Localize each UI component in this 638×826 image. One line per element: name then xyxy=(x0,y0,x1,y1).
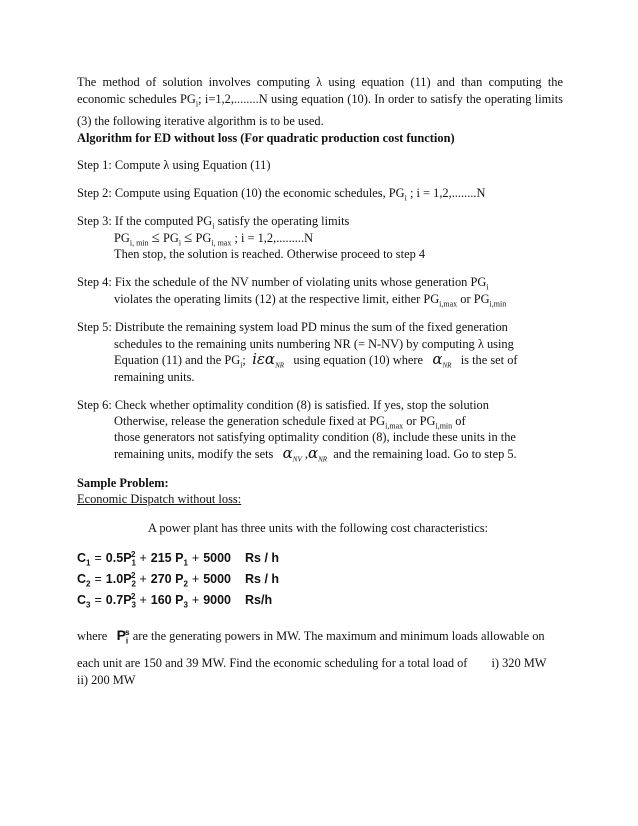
step-1: Step 1: Compute λ using Equation (11) xyxy=(77,158,271,172)
cost-equation-3: $C_3 = 0.7P_3^2 + 160$ $P_3 + 9000$ Rs/h xyxy=(77,592,273,610)
step-2: Step 2: Compute using Equation (10) the economic schedules, $PG_i$ ; i = 1,2,........N xyxy=(77,186,486,203)
algorithm-heading: Algorithm for ED without loss (For quadratic production cost function) xyxy=(77,131,455,145)
cost-equation-2: $C_2 = 1.0P_2^2 + 270$ $P_2 + 5000$ Rs / h xyxy=(77,571,280,589)
cost-equation-1: $C_1 = 0.5P_1^2 + 215$ $P_1 + 5000$ Rs / h xyxy=(77,550,280,568)
step-4-line-2: violates the operating limits (12) at the respective limit, either $PG_{i,max}$ or $PG_{i,min}$ xyxy=(114,292,507,309)
step-5-line-3: Equation (11) and the $PG_i$; iεα$_{NR}$ using equation (10) where $\alpha_{NR}$ is the set of xyxy=(114,350,518,370)
step-5-line-1: Step 5: Distribute the remaining system load PD minus the sum of the fixed generation xyxy=(77,320,508,334)
step-6-line-4: remaining units, modify the sets $\alpha_{NV}$ $,\alpha_{NR}$ and the remaining load. Go to step 5. xyxy=(114,444,517,464)
sample-problem-heading: Sample Problem: xyxy=(77,476,169,490)
step-6-line-2: Otherwise, release the generation schedule fixed at $PG_{i,max}$ or $PG_{i,min}$ of xyxy=(114,414,466,431)
step-5-line-4: remaining units. xyxy=(114,370,195,384)
plant-description: A power plant has three units with the following cost characteristics: xyxy=(148,521,488,535)
step-6-line-3: those generators not satisfying optimality condition (8), include these units in the xyxy=(114,430,516,444)
step-4-line-1: Step 4: Fix the schedule of the NV number of violating units whose generation $PG_i$ xyxy=(77,275,489,292)
step-3-line-3: Then stop, the solution is reached. Otherwise proceed to step 4 xyxy=(114,247,426,261)
final-question-line-1: each unit are 150 and 39 MW. Find the economic scheduling for a total load of i) 320 MW xyxy=(77,656,547,670)
final-question-line-2: ii) 200 MW xyxy=(77,673,136,687)
step-3-line-1: Step 3: If the computed $PG_i$ satisfy the operating limits xyxy=(77,214,350,231)
sample-problem-subheading: Economic Dispatch without loss: xyxy=(77,492,242,506)
step-6-line-1: Step 6: Check whether optimality condition (8) is satisfied. If yes, stop the solution xyxy=(77,398,489,412)
step-3-limits: $PG_{i, min} \le PG_i \le PG_{i, max}$ ; i = 1,2,.........N xyxy=(114,230,314,248)
intro-paragraph: The method of solution involves computing λ using equation (11) and than computing the economic schedules $PG_i$; i=1,2,........N using equation (10). In order to satisfy the operating limits (3) the following iterative algorithm is to be used. xyxy=(77,75,563,128)
step-5-line-2: schedules to the remaining units numbering NR (= N-NV) by computing λ using xyxy=(114,337,514,351)
where-clause: where $P_i^s$ are the generating powers in MW. The maximum and minimum loads allowable on xyxy=(77,627,545,646)
